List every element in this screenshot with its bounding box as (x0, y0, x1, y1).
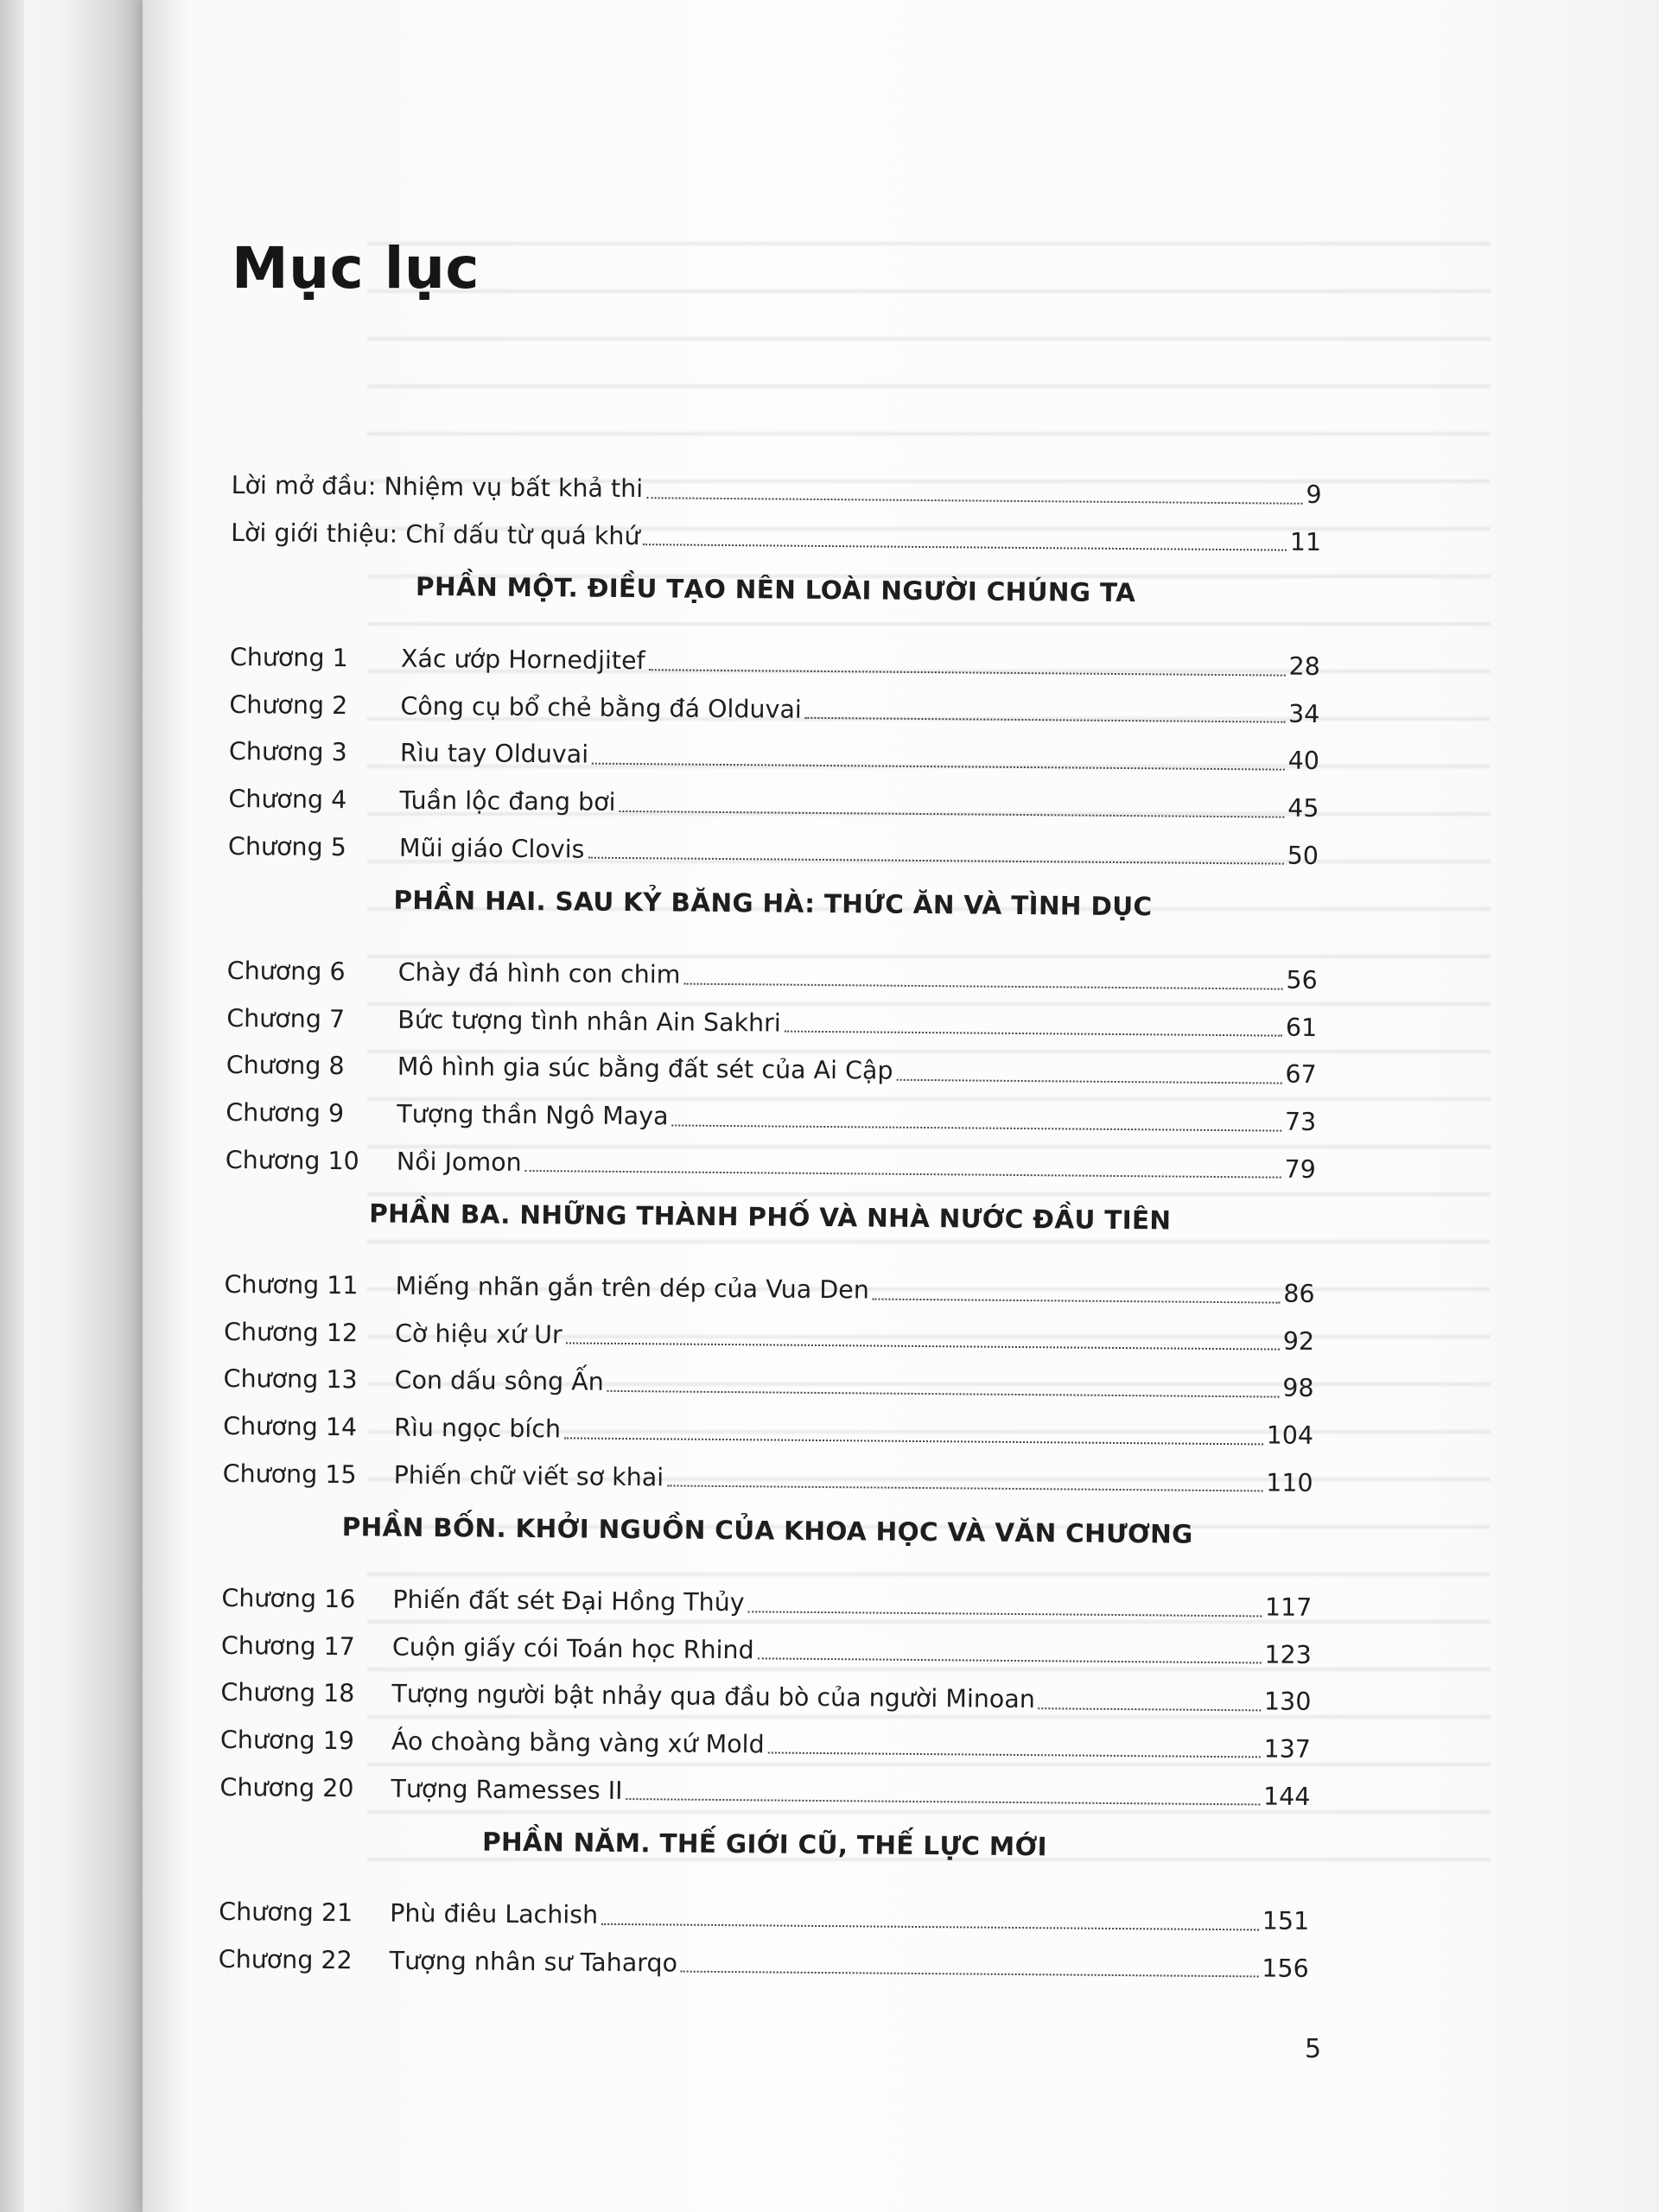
chapter-title: Con dấu sông Ấn (394, 1366, 604, 1397)
chapter-number: Chương 3 (228, 737, 347, 767)
chapter-title: Cờ hiệu xứ Ur (394, 1319, 563, 1350)
left-page-edge (0, 0, 147, 2212)
part-heading: PHẦN MỘT. ĐIỀU TẠO NÊN LOÀI NGƯỜI CHÚNG TA (415, 572, 1136, 608)
chapter-title: Miếng nhãn gắn trên dép của Vua Den (395, 1271, 869, 1305)
book-spine-shadow (0, 0, 24, 2212)
leader-dots (1039, 1707, 1261, 1711)
chapter-page: 104 (1266, 1421, 1314, 1450)
entry-page: 9 (1306, 480, 1322, 510)
chapter-number: Chương 19 (219, 1725, 355, 1756)
chapter-page: 45 (1287, 793, 1319, 823)
front-matter-row[interactable] (231, 499, 1321, 556)
chapter-row[interactable] (223, 1344, 1313, 1402)
chapter-title: Phù điêu Lachish (390, 1898, 599, 1929)
chapter-row[interactable] (230, 623, 1320, 680)
chapter-title: Chày đá hình con chim (397, 957, 681, 989)
chapter-page: 151 (1262, 1906, 1310, 1936)
page-title: Mục lục (232, 235, 480, 302)
chapter-row[interactable] (223, 1392, 1313, 1449)
chapter-title: Phiến chữ viết sơ khai (393, 1460, 664, 1492)
chapter-row[interactable] (221, 1564, 1312, 1621)
front-matter-row[interactable] (232, 451, 1322, 508)
chapter-title: Tượng nhân sư Taharqo (389, 1946, 678, 1978)
chapter-row[interactable] (220, 1706, 1311, 1763)
chapter-page: 79 (1284, 1154, 1316, 1184)
chapter-page: 34 (1287, 699, 1320, 728)
chapter-page: 130 (1263, 1687, 1312, 1717)
chapter-number: Chương 14 (223, 1411, 358, 1442)
chapter-number: Chương 13 (223, 1364, 358, 1395)
entry-title: Lời giới thiệu: Chỉ dấu từ quá khứ (231, 518, 640, 550)
chapter-page: 123 (1264, 1640, 1313, 1669)
chapter-page: 144 (1262, 1782, 1311, 1811)
part-heading: PHẦN NĂM. THẾ GIỚI CŨ, THẾ LỰC MỚI (481, 1827, 1048, 1862)
chapter-page: 56 (1286, 965, 1318, 995)
chapter-number: Chương 18 (220, 1678, 355, 1708)
chapter-number: Chương 12 (223, 1317, 359, 1348)
chapter-title: Công cụ bổ chẻ bằng đá Olduvai (400, 691, 802, 724)
chapter-number: Chương 5 (227, 831, 346, 861)
chapter-number: Chương 16 (221, 1584, 356, 1614)
chapter-number: Chương 15 (222, 1459, 357, 1489)
chapter-number: Chương 21 (219, 1897, 353, 1928)
chapter-page: 67 (1285, 1060, 1317, 1090)
chapter-page: 137 (1263, 1734, 1312, 1764)
chapter-row[interactable] (228, 812, 1319, 869)
chapter-row[interactable] (219, 1878, 1309, 1935)
chapter-page: 50 (1287, 841, 1319, 870)
chapter-row[interactable] (224, 1250, 1314, 1307)
part-heading: PHẦN BỐN. KHỞI NGUỒN CỦA KHOA HỌC VÀ VĂN CHƯƠNG (341, 1512, 1193, 1549)
chapter-row[interactable] (219, 1925, 1309, 1982)
part-heading: PHẦN HAI. SAU KỶ BĂNG HÀ: THỨC ĂN VÀ TÌNH DỤC (393, 885, 1153, 922)
chapter-number: Chương 8 (226, 1051, 345, 1081)
chapter-number: Chương 9 (226, 1098, 345, 1128)
chapter-row[interactable] (219, 1752, 1310, 1809)
chapter-title: Tượng thần Ngô Maya (397, 1099, 669, 1131)
leader-dots (896, 1079, 1281, 1084)
entry-page: 11 (1289, 527, 1322, 556)
chapter-number: Chương 22 (218, 1944, 353, 1975)
page-number: 5 (1305, 2034, 1322, 2064)
part-heading: PHẦN BA. NHỮNG THÀNH PHỐ VÀ NHÀ NƯỚC ĐẦU TIÊN (369, 1198, 1172, 1236)
chapter-page: 61 (1285, 1013, 1318, 1042)
chapter-row[interactable] (229, 717, 1319, 774)
chapter-title: Mô hình gia súc bằng đất sét của Ai Cập (397, 1052, 893, 1086)
chapter-page: 117 (1264, 1592, 1313, 1623)
chapter-title: Cuộn giấy cói Toán học Rhind (391, 1632, 754, 1665)
chapter-row[interactable] (227, 937, 1318, 994)
chapter-page: 110 (1266, 1468, 1313, 1497)
chapter-row[interactable] (226, 984, 1317, 1041)
chapter-page: 98 (1282, 1374, 1314, 1403)
chapter-number: Chương 6 (226, 957, 346, 987)
table-of-contents (219, 451, 1322, 1981)
chapter-number: Chương 20 (219, 1772, 354, 1802)
chapter-title: Áo choàng bằng vàng xứ Mold (391, 1726, 765, 1759)
chapter-title: Mũi giáo Clovis (398, 833, 585, 864)
chapter-row[interactable] (229, 671, 1319, 728)
chapter-title: Rìu tay Olduvai (399, 739, 589, 770)
chapter-row[interactable] (221, 1611, 1312, 1669)
chapter-title: Xác ướp Hornedjitef (400, 645, 645, 676)
chapter-page: 28 (1288, 652, 1321, 682)
chapter-number: Chương 17 (220, 1630, 356, 1662)
chapter-number: Chương 4 (228, 785, 347, 815)
chapter-title: Nồi Jomon (396, 1147, 522, 1177)
chapter-row[interactable] (228, 765, 1319, 822)
chapter-row[interactable] (220, 1658, 1311, 1715)
chapter-title: Tuần lộc đang bơi (399, 785, 616, 817)
chapter-title: Rìu ngọc bích (394, 1413, 562, 1444)
chapter-title: Bức tượng tình nhân Ain Sakhri (397, 1005, 781, 1038)
leader-dots (873, 1298, 1280, 1303)
chapter-page: 73 (1284, 1107, 1317, 1137)
chapter-number: Chương 7 (226, 1003, 346, 1034)
chapter-title: Phiến đất sét Đại Hồng Thủy (392, 1585, 745, 1618)
leader-dots (681, 1971, 1258, 1978)
chapter-number: Chương 1 (229, 643, 348, 673)
chapter-row[interactable] (226, 1126, 1316, 1183)
chapter-number: Chương 2 (229, 690, 348, 721)
chapter-row[interactable] (223, 1439, 1313, 1496)
chapter-number: Chương 10 (225, 1145, 359, 1175)
chapter-page: 40 (1287, 747, 1320, 776)
chapter-row[interactable] (226, 1031, 1317, 1088)
chapter-page: 92 (1282, 1326, 1315, 1356)
chapter-row[interactable] (226, 1078, 1316, 1135)
entry-title: Lời mở đầu: Nhiệm vụ bất khả thi (231, 471, 644, 504)
chapter-title: Tượng người bật nhảy qua đầu bò của người Minoan (391, 1680, 1036, 1714)
chapter-page: 156 (1262, 1954, 1309, 1983)
chapter-row[interactable] (224, 1298, 1314, 1355)
chapter-title: Tượng Ramesses II (391, 1774, 623, 1805)
chapter-page: 86 (1283, 1279, 1315, 1309)
chapter-number: Chương 11 (224, 1270, 359, 1300)
